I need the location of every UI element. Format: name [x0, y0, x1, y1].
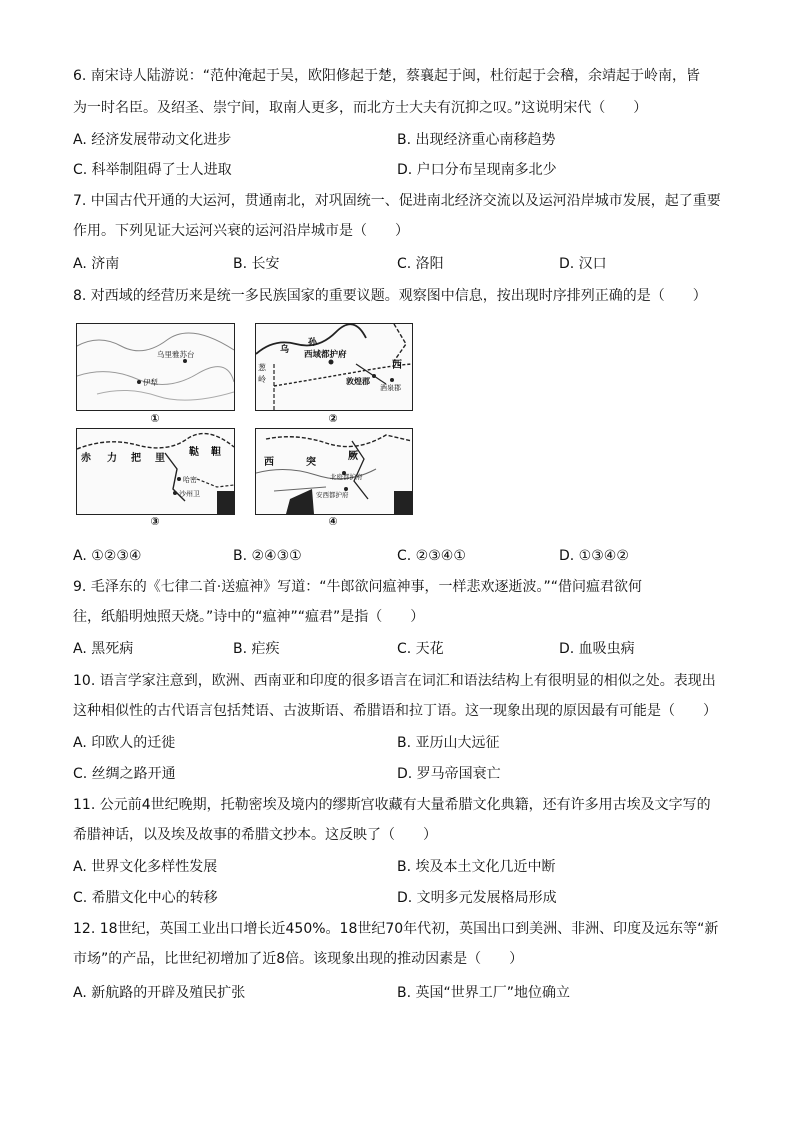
- map-2-label-wu: 乌: [280, 345, 290, 355]
- map-4-label-xi: 西: [264, 457, 274, 468]
- map-2-label-jiuquan: 酒泉郡: [380, 384, 401, 392]
- q10-option-a[interactable]: A. 印欧人的迁徙: [73, 735, 176, 751]
- map-1-label-ili: 伊犁: [143, 378, 158, 387]
- q12-option-b[interactable]: B. 英国“世界工厂”地位确立: [397, 985, 571, 1001]
- map-4-label-tu: 突: [306, 457, 316, 468]
- q11-option-b[interactable]: B. 埃及本土文化几近中断: [397, 859, 556, 875]
- map-3-label-chi: 赤: [81, 453, 91, 464]
- map-3-label-ba: 把: [131, 453, 141, 464]
- q10-stem-line2: 这种相似性的古代语言包括梵语、古波斯语、希腊语和拉丁语。这一现象出现的原因最有可能是（ ）: [73, 703, 717, 719]
- map-4-label-jue: 厥: [348, 451, 358, 462]
- map-3-ming: [76, 428, 235, 515]
- q7-stem-line2: 作用。下列见证大运河兴衰的运河沿岸城市是（ ）: [73, 223, 409, 239]
- map-4-label-beiting: 北庭都护府: [330, 473, 363, 481]
- q6-option-d[interactable]: D. 户口分布呈现南多北少: [397, 162, 557, 178]
- q7-option-d[interactable]: D. 汉口: [559, 256, 607, 272]
- q11-option-a[interactable]: A. 世界文化多样性发展: [73, 859, 218, 875]
- q7-option-b[interactable]: B. 长安: [233, 256, 280, 272]
- q6-stem-line1: 6. 南宋诗人陆游说：“范仲淹起于吴，欧阳修起于楚，蔡襄起于闽，杜衍起于会稽，余靖起于岭南，皆: [73, 68, 701, 84]
- q6-option-a[interactable]: A. 经济发展带动文化进步: [73, 132, 232, 148]
- q7-option-c[interactable]: C. 洛阳: [397, 256, 444, 272]
- q9-stem-line2: 往，纸船明烛照天烧。”诗中的“瘟神”“瘟君”是指（ ）: [73, 609, 425, 625]
- q6-stem-line2: 为一时名臣。及绍圣、崇宁间，取南人更多，而北方士大夫有沉抑之叹。”这说明宋代（ ）: [73, 100, 648, 116]
- q7-stem-line1: 7. 中国古代开通的大运河，贯通南北，对巩固统一、促进南北经济交流以及运河沿岸城市发展，起了重要: [73, 193, 721, 209]
- map-2-label-xi: 西: [392, 360, 402, 371]
- q6-option-b[interactable]: B. 出现经济重心南移趋势: [397, 132, 556, 148]
- map-2-label-dunhuang: 敦煌郡: [346, 377, 370, 386]
- q11-stem-line2: 希腊神话，以及埃及故事的希腊文抄本。这反映了（ ）: [73, 827, 437, 843]
- q8-option-a[interactable]: A. ①②③④: [73, 548, 142, 564]
- map-3-label-da: 鞑: [189, 447, 199, 458]
- q11-option-c[interactable]: C. 希腊文化中心的转移: [73, 890, 218, 906]
- map-2-caption: ②: [328, 412, 338, 425]
- map-1-label-uliastai: 乌里雅苏台: [157, 350, 195, 359]
- map-2-han: [255, 323, 413, 411]
- q12-stem-line2: 市场”的产品，比世纪初增加了近8倍。该现象出现的推动因素是（ ）: [73, 951, 524, 967]
- map-2-label-xiyu-duhufu: 西域都护府: [304, 350, 347, 360]
- map-4-label-anxi: 安西都护府: [316, 491, 349, 499]
- q7-option-a[interactable]: A. 济南: [73, 256, 120, 272]
- q9-stem-line1: 9. 毛泽东的《七律二首·送瘟神》写道：“牛郎欲问瘟神事，一样悲欢逐逝波。”“借问瘟君欲何: [73, 579, 643, 595]
- q8-option-d[interactable]: D. ①③④②: [559, 548, 629, 564]
- map-1-caption: ①: [150, 412, 160, 425]
- q8-option-c[interactable]: C. ②③④①: [397, 548, 466, 564]
- map-4-caption: ④: [328, 515, 338, 528]
- q9-option-a[interactable]: A. 黑死病: [73, 641, 134, 657]
- q10-option-b[interactable]: B. 亚历山大远征: [397, 735, 500, 751]
- map-2-label-cong: 葱: [258, 363, 266, 372]
- map-2-label-sun: 孙: [308, 338, 318, 348]
- q10-stem-line1: 10. 语言学家注意到，欧洲、西南亚和印度的很多语言在词汇和语法结构上有很明显的相似之处。表现出: [73, 673, 716, 689]
- q9-option-c[interactable]: C. 天花: [397, 641, 444, 657]
- map-3-label-shazhou: 沙州卫: [179, 490, 200, 498]
- q12-stem-line1: 12. 18世纪，英国工业出口增长近450%。18世纪70年代初，英国出口到美洲、非洲、印度及远东等“新: [73, 921, 719, 937]
- map-3-label-li2: 里: [155, 453, 165, 464]
- q9-option-b[interactable]: B. 疟疾: [233, 641, 280, 657]
- q11-stem-line1: 11. 公元前4世纪晚期，托勒密埃及境内的缪斯宫收藏有大量希腊文化典籍，还有许多用古埃及文字写的: [73, 797, 711, 813]
- map-4-tang: [255, 428, 413, 515]
- q6-option-c[interactable]: C. 科举制阻碍了士人进取: [73, 162, 232, 178]
- q10-option-d[interactable]: D. 罗马帝国衰亡: [397, 766, 501, 782]
- q8-stem-line1: 8. 对西域的经营历来是统一多民族国家的重要议题。观察图中信息，按出现时序排列正确的是（ ）: [73, 288, 707, 304]
- map-3-label-hami: 哈密: [183, 476, 197, 484]
- map-3-caption: ③: [150, 515, 160, 528]
- q11-option-d[interactable]: D. 文明多元发展格局形成: [397, 890, 557, 906]
- map-1-qing: [76, 323, 235, 411]
- map-2-label-ling: 岭: [258, 375, 266, 384]
- q9-option-d[interactable]: D. 血吸虫病: [559, 641, 635, 657]
- map-3-label-li: 力: [107, 453, 117, 464]
- map-3-label-da2: 靼: [211, 447, 221, 458]
- q10-option-c[interactable]: C. 丝绸之路开通: [73, 766, 176, 782]
- q8-option-b[interactable]: B. ②④③①: [233, 548, 302, 564]
- q12-option-a[interactable]: A. 新航路的开辟及殖民扩张: [73, 985, 246, 1001]
